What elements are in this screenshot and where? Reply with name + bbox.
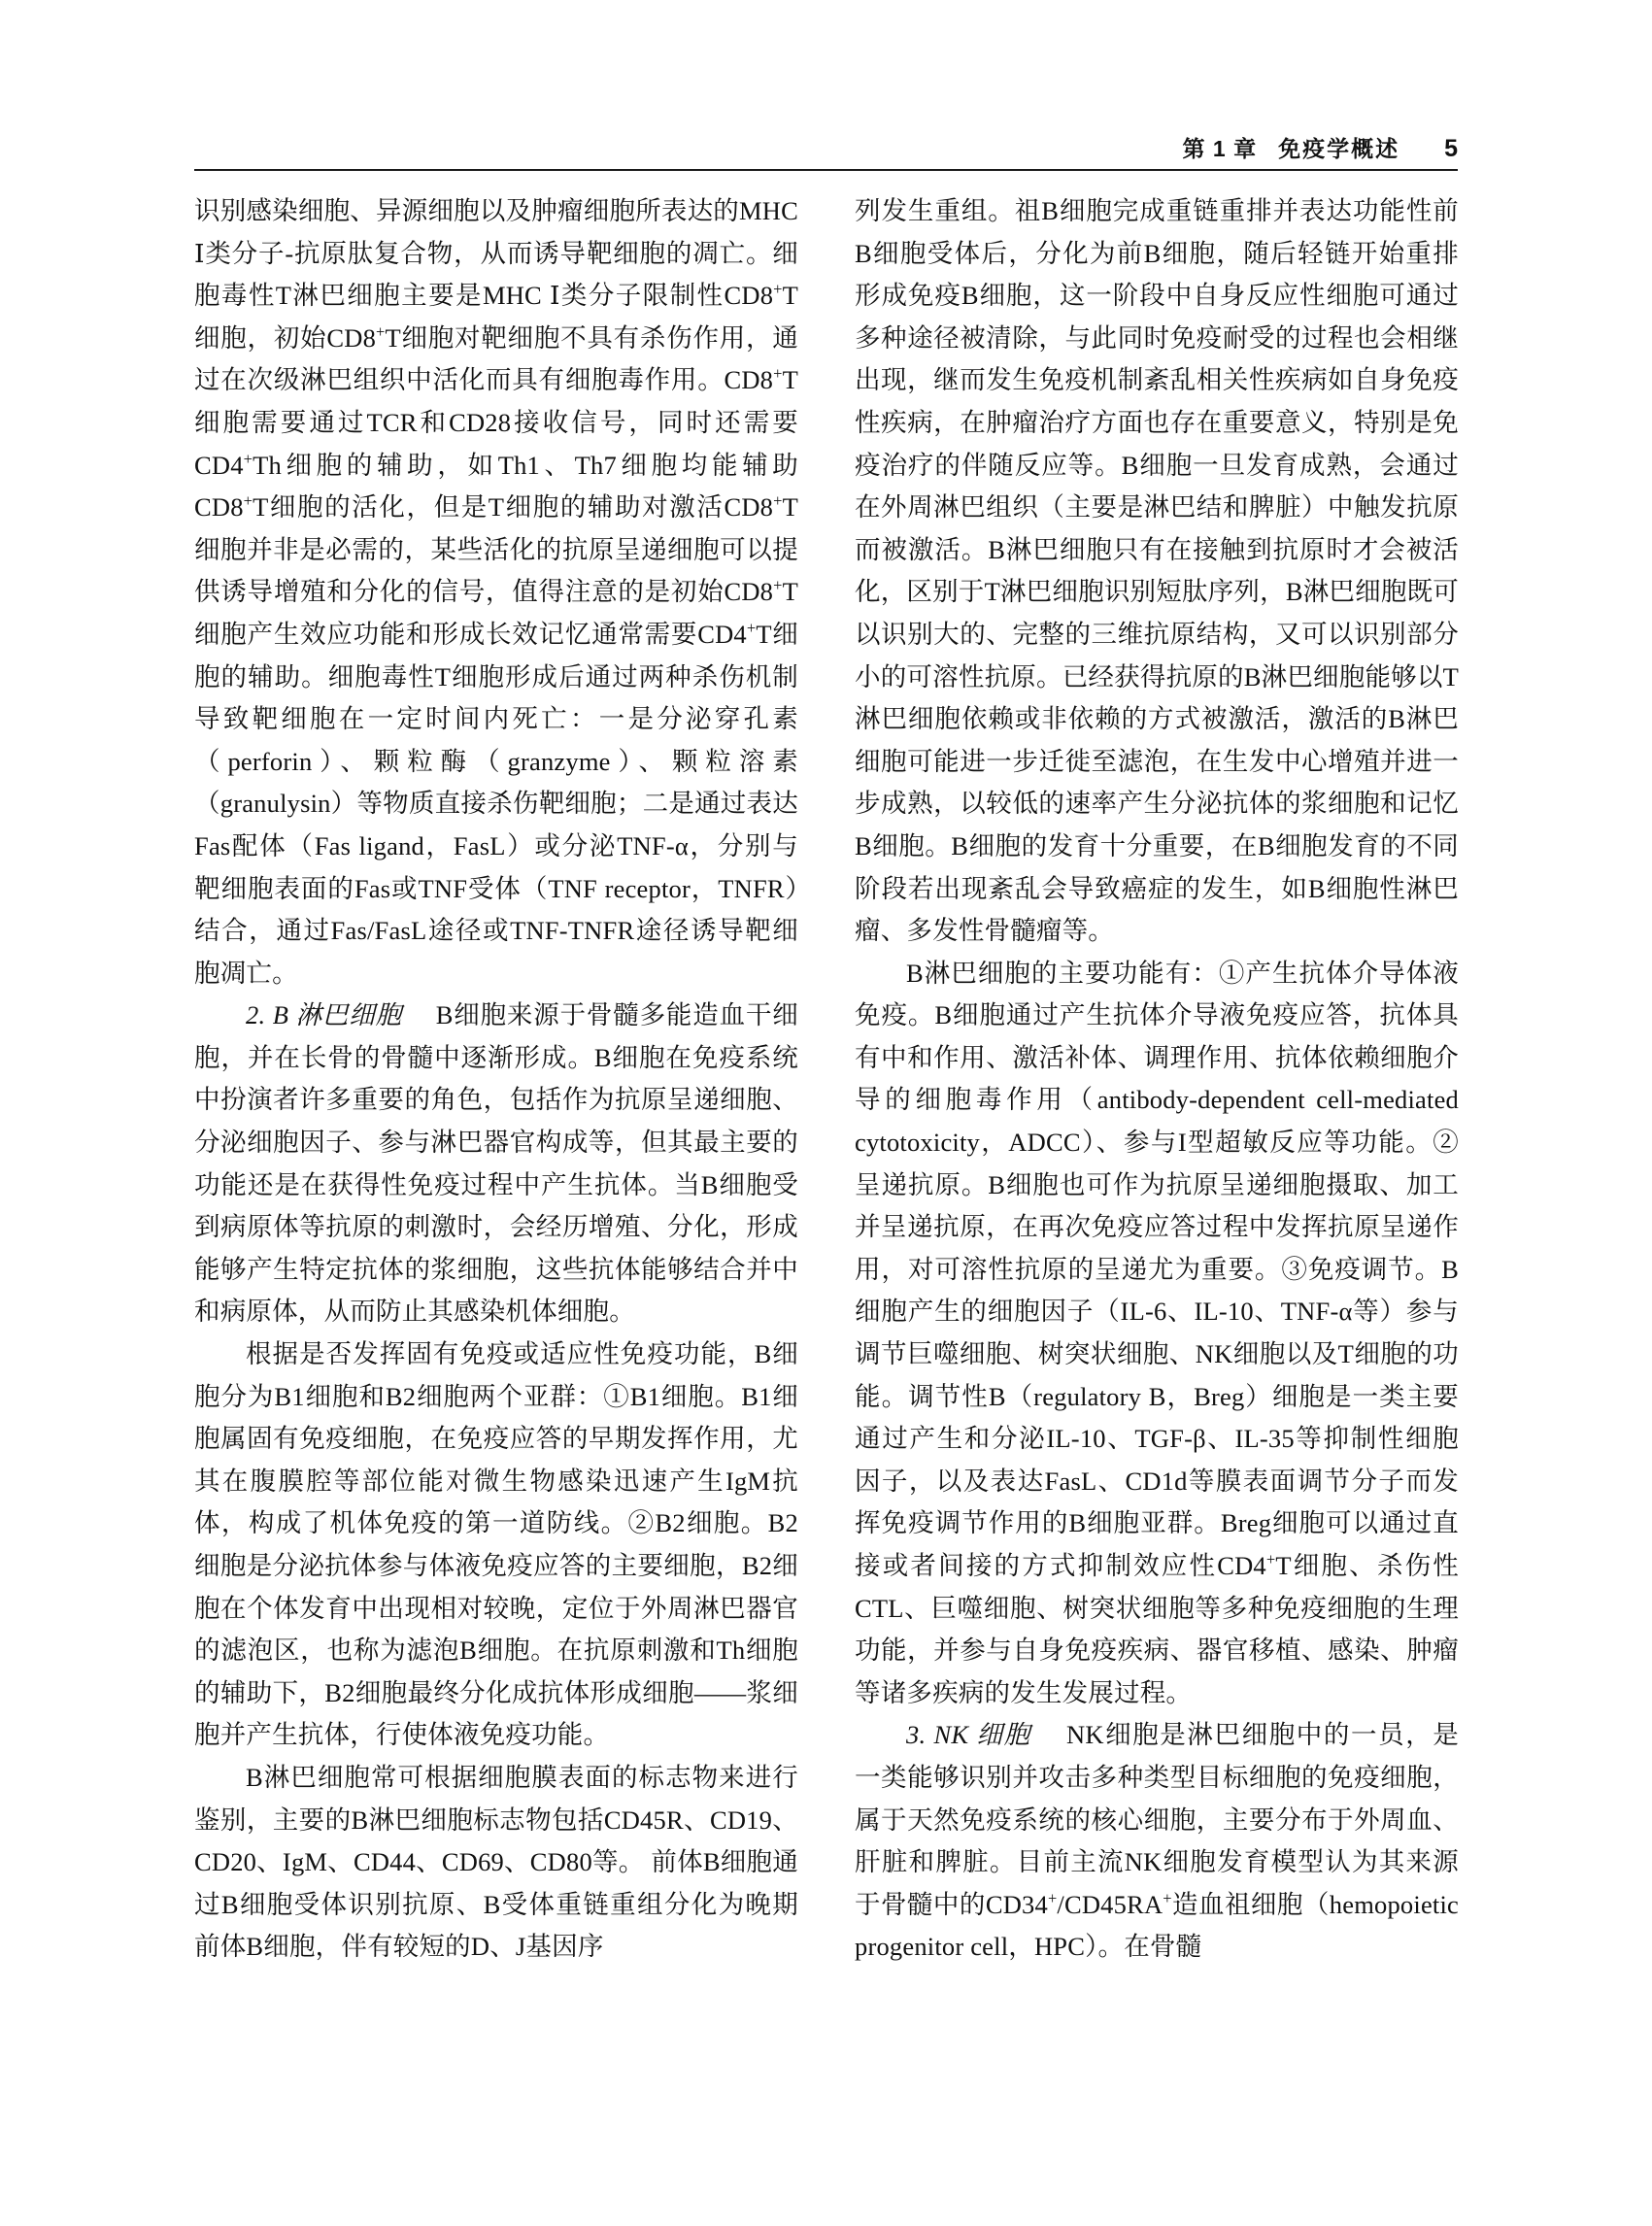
paragraph-p1: 识别感染细胞、异源细胞以及肿瘤细胞所表达的MHC Ⅰ类分子-抗原肽复合物，从而诱导靶细胞的凋亡。细胞毒性T淋巴细胞主要是MHC Ⅰ类分子限制性CD8+T细胞，初始CD8+T细胞对靶细胞不具有杀伤作用，通过在次级淋巴组织中活化而具有细胞毒作用。CD8+T细胞需要通过TCR和CD28接收信号，同时还需要CD4+Th细胞的辅助，如Th1、Th7细胞均能辅助CD8+T细胞的活化，但是T细胞的辅助对激活CD8+T细胞并非是必需的，某些活化的抗原呈递细胞可以提供诱导增殖和分化的信号，值得注意的是初始CD8+T细胞产生效应功能和形成长效记忆通常需要CD4+T细胞的辅助。细胞毒性T细胞形成后通过两种杀伤机制导致靶细胞在一定时间内死亡：一是分泌穿孔素（perforin）、颗粒酶（granzyme）、颗粒溶素（granulysin）等物质直接杀伤靶细胞；二是通过表达Fas配体（Fas ligand，FasL）或分泌TNF-α，分别与靶细胞表面的Fas或TNF受体（TNF receptor，TNFR）结合，通过Fas/FasL途径或TNF-TNFR途径诱导靶细胞凋亡。 [194, 196, 798, 988]
header-content [1183, 131, 1458, 163]
page-header [194, 126, 1458, 171]
left-column [194, 190, 798, 2109]
paragraph-p6: B淋巴细胞的主要功能有：①产生抗体介导体液免疫。B细胞通过产生抗体介导液免疫应答，抗体具有中和作用、激活补体、调理作用、抗体依赖细胞介导的细胞毒作用（antibody-dependent cell-mediated cytotoxicity，ADCC）、参与I型超敏反应等功能。②呈递抗原。B细胞也可作为抗原呈递细胞摄取、加工并呈递抗原，在再次免疫应答过程中发挥抗原呈递作用，对可溶性抗原的呈递尤为重要。③免疫调节。B细胞产生的细胞因子（IL-6、IL-10、TNF-α等）参与调节巨噬细胞、树突状细胞、NK细胞以及T细胞的功能。调节性B（regulatory B，Breg）细胞是一类主要通过产生和分泌IL-10、TGF-β、IL-35等抑制性细胞因子，以及表达FasL、CD1d等膜表面调节分子而发挥免疫调节作用的B细胞亚群。Breg细胞可以通过直接或者间接的方式抑制效应性CD4+T细胞、杀伤性CTL、巨噬细胞、树突状细胞等多种免疫细胞的生理功能，并参与自身免疫疾病、器官移植、感染、肿瘤等诸多疾病的发生发展过程。 [855, 958, 1460, 1707]
paragraph-p4: B淋巴细胞常可根据细胞膜表面的标志物来进行鉴别，主要的B淋巴细胞标志物包括CD45R、CD19、CD20、IgM、CD44、CD69、CD80等。 前体B细胞通过B细胞受体识别抗原、B受体重链重组分化为晚期前体B细胞，伴有较短的D、J基因序 [194, 1762, 798, 1962]
paragraph-p7: 3. NK 细胞 NK细胞是淋巴细胞中的一员，是一类能够识别并攻击多种类型目标细胞的免疫细胞，属于天然免疫系统的核心细胞，主要分布于外周血、肝脏和脾脏。目前主流NK细胞发育模型认为其来源于骨髓中的CD34+/CD45RA+造血祖细胞（hemopoietic progenitor cell，HPC）。在骨髓 [855, 1720, 1459, 1962]
header-chapter-label: 第 1 章 [1182, 136, 1258, 161]
header-chapter-title: 免疫学概述 [1278, 136, 1400, 161]
paragraph-p5: 列发生重组。祖B细胞完成重链重排并表达功能性前B细胞受体后，分化为前B细胞，随后轻链开始重排形成免疫B细胞，这一阶段中自身反应性细胞可通过多种途径被清除，与此同时免疫耐受的过程也会相继出现，继而发生免疫机制紊乱相关性疾病如自身免疫性疾病，在肿瘤治疗方面也存在重要意义，特别是免疫治疗的伴随反应等。B细胞一旦发育成熟，会通过在外周淋巴组织（主要是淋巴结和脾脏）中触发抗原而被激活。B淋巴细胞只有在接触到抗原时才会被活化，区别于T淋巴细胞识别短肽序列，B淋巴细胞既可以识别大的、完整的三维抗原结构，又可以识别部分小的可溶性抗原。已经获得抗原的B淋巴细胞能够以T淋巴细胞依赖或非依赖的方式被激活，激活的B淋巴细胞可能进一步迁徙至滤泡，在生发中心增殖并进一步成熟，以较低的速率产生分泌抗体的浆细胞和记忆B细胞。B细胞的发育十分重要，在B细胞发育的不同阶段若出现紊乱会导致癌症的发生，如B细胞性淋巴瘤、多发性骨髓瘤等。 [855, 196, 1459, 946]
body-columns [194, 190, 1458, 2109]
right-column [855, 190, 1459, 2109]
page-number: 5 [1444, 135, 1458, 162]
paragraph-p2: 2. B 淋巴细胞 B细胞来源于骨髓多能造血干细胞，并在长骨的骨髓中逐渐形成。B细胞在免疫系统中扮演者许多重要的角色，包括作为抗原呈递细胞、分泌细胞因子、参与淋巴器官构成等，但其最主要的功能还是在获得性免疫过程中产生抗体。当B细胞受到病原体等抗原的刺激时，会经历增殖、分化，形成能够产生特定抗体的浆细胞，这些抗体能够结合并中和病原体，从而防止其感染机体细胞。 [194, 1000, 798, 1327]
header-divider [194, 169, 1458, 171]
paragraph-p3: 根据是否发挥固有免疫或适应性免疫功能，B细胞分为B1细胞和B2细胞两个亚群：①B1细胞。B1细胞属固有免疫细胞，在免疫应答的早期发挥作用，尤其在腹膜腔等部位能对微生物感染迅速产生IgM抗体，构成了机体免疫的第一道防线。②B2细胞。B2细胞是分泌抗体参与体液免疫应答的主要细胞，B2细胞在个体发育中出现相对较晚，定位于外周淋巴器官的滤泡区，也称为滤泡B细胞。在抗原刺激和Th细胞的辅助下，B2细胞最终分化成抗体形成细胞——浆细胞并产生抗体，行使体液免疫功能。 [194, 1339, 798, 1750]
